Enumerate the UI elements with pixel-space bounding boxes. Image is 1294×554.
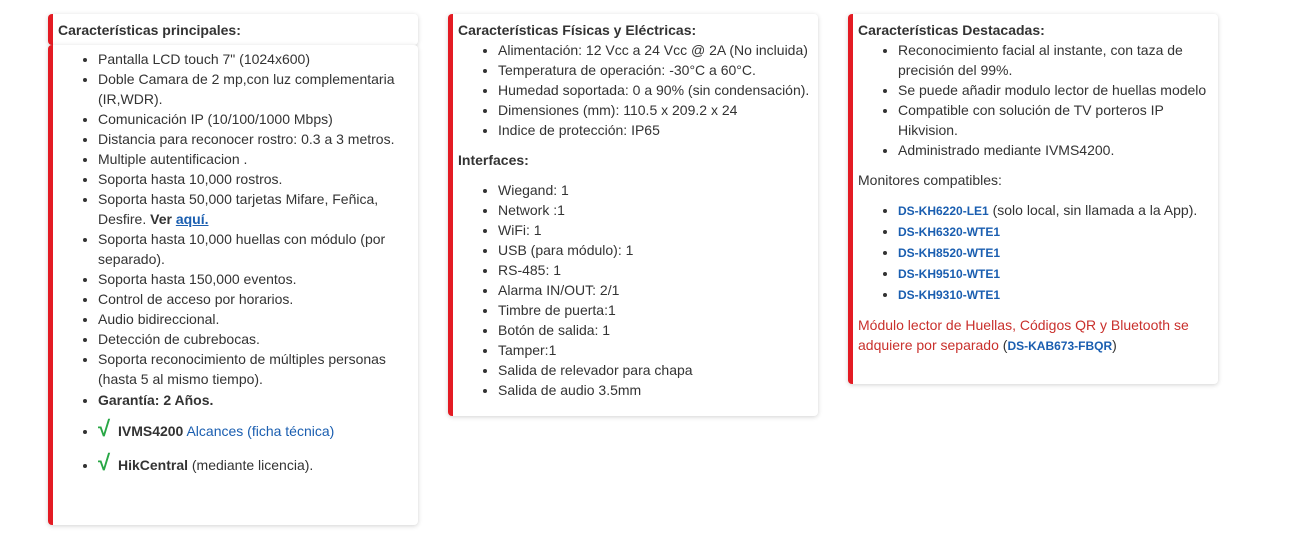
card-principales bbox=[48, 45, 418, 525]
monitor-link[interactable]: DS-KH8520-WTE1 bbox=[898, 246, 1001, 260]
list-item bbox=[98, 418, 414, 442]
card-destacadas bbox=[848, 14, 1218, 384]
list-item: • Reconocimiento facial al instante, con taza de precisión del 99%. bbox=[898, 40, 1218, 80]
list-item: • Humedad soportada: 0 a 90% (sin condensación). bbox=[498, 80, 818, 100]
paren-open: ( bbox=[998, 337, 1008, 353]
list-item: • Soporta hasta 10,000 huellas con módulo (por separado). bbox=[98, 229, 414, 269]
list-item bbox=[898, 263, 1218, 284]
monitor-note: (solo local, sin llamada a la App). bbox=[988, 202, 1198, 218]
list-item: • Doble Camara de 2 mp,con luz complementaria (IR,WDR). bbox=[98, 69, 414, 109]
features-list bbox=[58, 49, 414, 476]
hikcentral-note: (mediante licencia). bbox=[191, 457, 314, 473]
list-item: • Compatible con solución de TV porteros IP Hikvision. bbox=[898, 100, 1218, 140]
monitors-list bbox=[858, 200, 1218, 305]
list-item: • Botón de salida: 1 bbox=[498, 320, 818, 340]
list-item: • Salida de relevador para chapa bbox=[498, 360, 818, 380]
list-item: • Control de acceso por horarios. bbox=[98, 289, 414, 309]
monitor-link[interactable]: DS-KH6220-LE1 bbox=[898, 204, 989, 218]
list-item: • Alarma IN/OUT: 2/1 bbox=[498, 280, 818, 300]
list-item: • Detección de cubrebocas. bbox=[98, 329, 414, 349]
list-item: • Administrado mediante IVMS4200. bbox=[898, 140, 1218, 160]
module-link[interactable]: DS-KAB673-FBQR bbox=[1007, 339, 1113, 353]
header-card-principales bbox=[48, 14, 418, 45]
aqui-link[interactable]: aquí. bbox=[175, 211, 209, 227]
list-item bbox=[898, 200, 1218, 221]
paren-close: ) bbox=[1112, 337, 1117, 353]
ivms-label: IVMS4200 bbox=[117, 423, 184, 439]
interfaces-title: Interfaces: bbox=[458, 152, 529, 168]
list-item: • Garantía: 2 Años. bbox=[98, 390, 414, 410]
list-item: • Salida de audio 3.5mm bbox=[498, 380, 818, 400]
card-title: Características Destacadas: bbox=[858, 22, 1045, 38]
monitors-title: Monitores compatibles: bbox=[858, 172, 1002, 188]
card-fisicas bbox=[448, 14, 818, 416]
monitor-link[interactable]: DS-KH9510-WTE1 bbox=[898, 267, 1001, 281]
interfaces-list bbox=[458, 180, 818, 400]
list-item: • Multiple autentificacion . bbox=[98, 149, 414, 169]
list-item bbox=[898, 284, 1218, 305]
list-item: • Tamper:1 bbox=[498, 340, 818, 360]
list-item bbox=[898, 221, 1218, 242]
list-item: • Soporta hasta 150,000 eventos. bbox=[98, 269, 414, 289]
list-item: • Soporta reconocimiento de múltiples personas (hasta 5 al mismo tiempo). bbox=[98, 349, 414, 389]
list-item: • Temperatura de operación: -30°C a 60°C. bbox=[498, 60, 818, 80]
list-item: • Dimensiones (mm): 110.5 x 209.2 x 24 bbox=[498, 100, 818, 120]
monitor-link[interactable]: DS-KH9310-WTE1 bbox=[898, 288, 1001, 302]
list-item: • Comunicación IP (10/100/1000 Mbps) bbox=[98, 109, 414, 129]
list-item: • WiFi: 1 bbox=[498, 220, 818, 240]
list-item bbox=[98, 452, 414, 476]
card-title: Características Físicas y Eléctricas: bbox=[458, 22, 697, 38]
list-item: • Se puede añadir modulo lector de huellas modelo bbox=[898, 80, 1218, 100]
card-title: Características principales: bbox=[58, 22, 241, 38]
list-item: • Audio bidireccional. bbox=[98, 309, 414, 329]
module-note-text: Módulo lector de Huellas, Códigos QR y Bluetooth se adquiere por separado bbox=[858, 317, 1189, 353]
list-item bbox=[98, 189, 414, 229]
list-item: • Pantalla LCD touch 7" (1024x600) bbox=[98, 49, 414, 69]
list-item: • Soporta hasta 10,000 rostros. bbox=[98, 169, 414, 189]
list-item: • USB (para módulo): 1 bbox=[498, 240, 818, 260]
physical-specs-list bbox=[458, 40, 818, 140]
alcances-link[interactable]: Alcances (ficha técnica) bbox=[186, 423, 335, 439]
list-item: • Timbre de puerta:1 bbox=[498, 300, 818, 320]
list-item: • Indice de protección: IP65 bbox=[498, 120, 818, 140]
highlights-list bbox=[858, 40, 1218, 160]
hikcentral-label: HikCentral bbox=[117, 457, 188, 473]
list-item: • Wiegand: 1 bbox=[498, 180, 818, 200]
checkmark-icon: √ bbox=[98, 450, 111, 475]
list-item: • RS-485: 1 bbox=[498, 260, 818, 280]
module-note bbox=[858, 315, 1218, 356]
checkmark-icon: √ bbox=[98, 416, 111, 441]
list-item-text: Soporta hasta 50,000 tarjetas Mifare, Feñica, Desfire. bbox=[98, 191, 379, 227]
list-item: • Alimentación: 12 Vcc a 24 Vcc @ 2A (No incluida) bbox=[498, 40, 818, 60]
list-item: • Distancia para reconocer rostro: 0.3 a 3 metros. bbox=[98, 129, 414, 149]
list-item bbox=[898, 242, 1218, 263]
monitor-link[interactable]: DS-KH6320-WTE1 bbox=[898, 225, 1001, 239]
ver-label: Ver bbox=[150, 211, 172, 227]
list-item: • Network :1 bbox=[498, 200, 818, 220]
